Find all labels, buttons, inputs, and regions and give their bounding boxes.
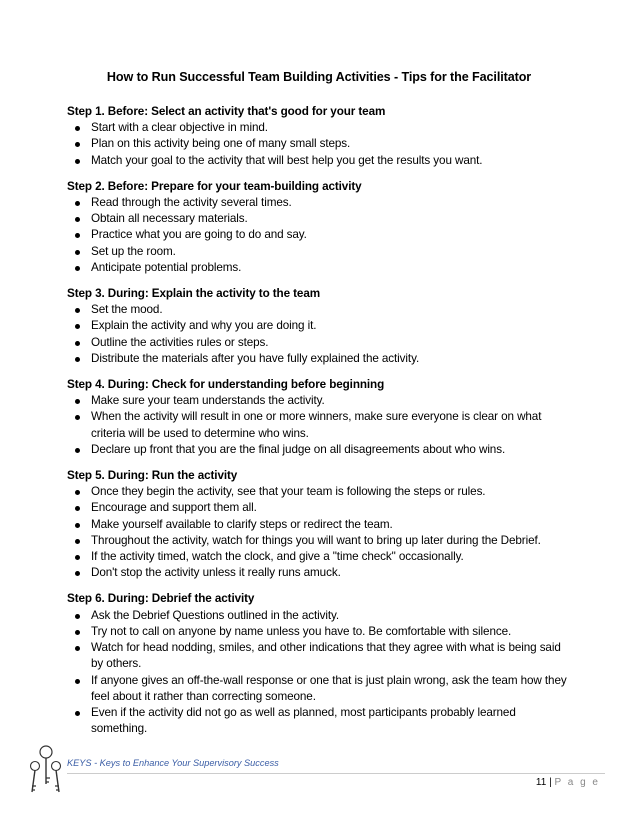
list-item: [67, 409, 567, 441]
list-item-text: If anyone gives an off-the-wall response or one that is just plain wrong, ask the team how they feel about it rather than correcting someone.: [91, 673, 567, 703]
list-item: [67, 351, 567, 367]
bullet-icon: [75, 523, 80, 528]
list-item: [67, 211, 567, 227]
list-item-text: Watch for head nodding, smiles, and other indications that they agree with what is being said by others.: [91, 641, 561, 671]
document-title: How to Run Successful Team Building Activities - Tips for the Facilitator: [106, 70, 532, 84]
list-item: [67, 484, 567, 500]
bullet-list: [67, 608, 567, 738]
footer-title: KEYS - Keys to Enhance Your Supervisory Success: [67, 758, 279, 768]
list-item: [67, 442, 567, 458]
bullet-list: [67, 302, 567, 367]
step-heading: Step 2. Before: Prepare for your team-building activity: [67, 179, 362, 193]
bullet-icon: [75, 679, 80, 684]
step-heading: Step 4. During: Check for understanding before beginning: [67, 378, 385, 392]
list-item: [67, 705, 567, 737]
list-item: [67, 533, 567, 549]
step-heading: Step 1. Before: Select an activity that's good for your team: [67, 105, 386, 118]
list-item-text: Don't stop the activity unless it really runs amuck.: [91, 566, 341, 580]
page-number: [536, 777, 600, 788]
bullet-list: [67, 393, 567, 458]
footer-rule: [67, 773, 605, 774]
list-item: [67, 517, 567, 533]
list-item-text: Set the mood.: [91, 303, 163, 317]
list-item: [67, 260, 567, 276]
list-item: [67, 195, 567, 211]
bullet-icon: [75, 142, 80, 147]
list-item-text: Throughout the activity, watch for things you will want to bring up later during the Debrief.: [91, 533, 541, 547]
bullet-icon: [75, 571, 80, 576]
list-item-text: Declare up front that you are the final judge on all disagreements about who wins.: [91, 442, 506, 456]
list-item: [67, 120, 567, 136]
bullet-icon: [75, 308, 80, 313]
bullet-icon: [75, 630, 80, 635]
bullet-list: [67, 120, 567, 169]
list-item: [67, 500, 567, 516]
list-item: [67, 608, 567, 624]
bullet-icon: [75, 341, 80, 346]
bullet-icon: [75, 233, 80, 238]
list-item-text: Try not to call on anyone by name unless you have to. Be comfortable with silence.: [91, 624, 512, 638]
list-item: [67, 136, 567, 152]
step-section: [67, 104, 567, 169]
list-item: [67, 640, 567, 672]
bullet-list: [67, 484, 567, 581]
step-heading: Step 6. During: Debrief the activity: [67, 592, 255, 606]
bullet-icon: [75, 646, 80, 651]
list-item-text: Start with a clear objective in mind.: [91, 121, 268, 135]
page-label: P a g e: [554, 777, 600, 788]
list-item-text: Set up the room.: [91, 244, 176, 258]
list-item-text: Plan on this activity being one of many small steps.: [91, 137, 351, 151]
list-item-text: Make yourself available to clarify steps or redirect the team.: [91, 517, 393, 531]
bullet-icon: [75, 490, 80, 495]
list-item: [67, 393, 567, 409]
step-section: [67, 591, 567, 737]
list-item-text: Distribute the materials after you have fully explained the activity.: [91, 351, 420, 365]
bullet-list: [67, 195, 567, 276]
step-heading: Step 5. During: Run the activity: [67, 469, 238, 483]
bullet-icon: [75, 711, 80, 716]
bullet-icon: [75, 126, 80, 131]
list-item: [67, 673, 567, 705]
list-item-text: Ask the Debrief Questions outlined in the activity.: [91, 608, 340, 622]
bullet-icon: [75, 159, 80, 164]
bullet-icon: [75, 357, 80, 362]
bullet-icon: [75, 201, 80, 206]
keys-icon: [24, 744, 68, 800]
list-item-text: Explain the activity and why you are doing it.: [91, 319, 317, 333]
step-heading: Step 3. During: Explain the activity to the team: [67, 287, 321, 301]
steps-container: [67, 104, 567, 747]
bullet-icon: [75, 448, 80, 453]
bullet-icon: [75, 506, 80, 511]
bullet-icon: [75, 217, 80, 222]
bullet-icon: [75, 539, 80, 544]
list-item-text: Obtain all necessary materials.: [91, 212, 248, 226]
step-section: [67, 377, 567, 458]
bullet-icon: [75, 266, 80, 271]
bullet-icon: [75, 555, 80, 560]
list-item-text: When the activity will result in one or more winners, make sure everyone is clear on what criteria will be used to determine who wins.: [91, 410, 542, 440]
list-item-text: Read through the activity several times.: [91, 196, 292, 210]
list-item-text: Even if the activity did not go as well as planned, most participants probably learned something.: [91, 705, 516, 736]
list-item-text: Outline the activities rules or steps.: [91, 335, 269, 349]
step-section: [67, 286, 567, 367]
list-item-text: Once they begin the activity, see that your team is following the steps or rules.: [91, 485, 486, 499]
bullet-icon: [75, 399, 80, 404]
list-item-text: Make sure your team understands the activity.: [91, 394, 325, 408]
bullet-icon: [75, 415, 80, 420]
list-item: [67, 244, 567, 260]
list-item-text: If the activity timed, watch the clock, and give a "time check" occasionally.: [91, 550, 464, 564]
list-item: [67, 624, 567, 640]
list-item-text: Encourage and support them all.: [91, 501, 257, 515]
list-item: [67, 302, 567, 318]
list-item-text: Practice what you are going to do and say.: [91, 228, 307, 242]
bullet-icon: [75, 324, 80, 329]
step-section: [67, 179, 567, 276]
list-item-text: Match your goal to the activity that will best help you get the results you want.: [91, 153, 483, 167]
list-item: [67, 549, 567, 565]
list-item: [67, 565, 567, 581]
list-item: [67, 153, 567, 169]
list-item: [67, 335, 567, 351]
step-section: [67, 468, 567, 581]
bullet-icon: [75, 614, 80, 619]
bullet-icon: [75, 250, 80, 255]
page-number-separator: |: [549, 777, 552, 788]
list-item: [67, 227, 567, 243]
page-number-value: 11: [535, 777, 547, 788]
list-item: [67, 318, 567, 334]
list-item-text: Anticipate potential problems.: [91, 260, 242, 274]
